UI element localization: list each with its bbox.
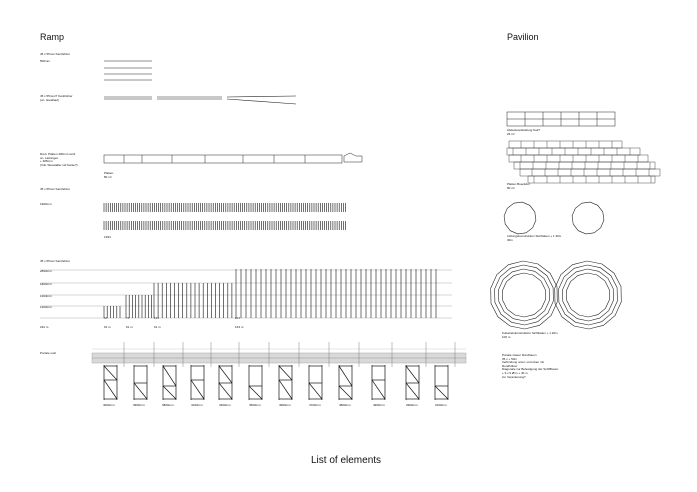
sec1-sublabel: 500mm: [40, 59, 51, 63]
slab-row: [509, 155, 648, 162]
sec6-portals: [104, 342, 455, 400]
ring-small-a: [504, 202, 536, 234]
portal-frame: [279, 342, 299, 400]
sec4-caption: 1394: [104, 235, 111, 239]
pavilion-slabs: [507, 141, 660, 183]
portal-size-8: 4800mm: [339, 403, 351, 407]
sec5-count-3: 61 m: [154, 325, 161, 329]
portal-size-11: 3100mm: [435, 403, 447, 407]
slab-row: [507, 148, 640, 155]
ring-large: [563, 269, 614, 321]
pavilion-slab-caption: Platten Boeckdor 80 m²: [507, 182, 530, 190]
sec5-group-1: 74: [126, 316, 130, 320]
ring-large: [495, 265, 554, 325]
sec5-count-0: 232 m: [40, 325, 49, 329]
portal-frame: [191, 342, 211, 400]
portal-size-5: 4500mm: [249, 403, 261, 407]
portal-frame: [163, 342, 183, 400]
slab-row: [520, 169, 660, 176]
sec4-label: 45 x 55mm Kanthölzer: [40, 187, 71, 191]
ring-large: [559, 265, 618, 325]
slab-row: [514, 162, 655, 169]
sec5-group-0: 64: [104, 316, 108, 320]
sec5-count-2: 61 m: [126, 325, 133, 329]
portal-size-1: 3900mm: [133, 403, 145, 407]
sec5-level-2: 1300mm: [40, 294, 52, 298]
portal-frame: [339, 342, 359, 400]
portal-frame: [134, 342, 154, 400]
portal-frame: [406, 342, 426, 400]
pavilion-ring2-caption: Kubatreinkonstruktion Sichtlatten + 1 20m 100 m: [502, 331, 558, 339]
pavilion-rings: [491, 202, 622, 329]
sec5-level-1: 1800mm: [40, 282, 52, 286]
sec5-count-4: 163 m: [235, 325, 244, 329]
sec3-label: Dreh. Platten 400mm ramf un. Lattungen + 305mm (Vdo Tausstaller nid Kante?): [40, 152, 78, 167]
sec5-level-3: 1300mm: [40, 305, 52, 309]
sec4-battens: [104, 203, 346, 230]
slab-row: [509, 141, 622, 148]
pavilion-ring1-caption: Lüftungskonstruktion Sichtlatten + 1 30m 30m: [507, 234, 562, 242]
sec6-band: [92, 349, 466, 363]
ramp-heading: Ramp: [40, 32, 65, 42]
sec3-deck-panels: [104, 153, 362, 163]
sec5-posts: [104, 269, 436, 318]
sec1-planks: [104, 61, 152, 80]
sec5-label: 45 x 55mm Kanthölzer: [40, 259, 71, 263]
portal-frame: [249, 342, 269, 400]
portal-size-0: 4000mm: [103, 403, 115, 407]
sec1-label: 45 x 55mm Kanthölzer: [40, 52, 71, 56]
portal-size-3: 4100mm: [191, 403, 203, 407]
portal-size-10: 2900mm: [406, 403, 418, 407]
portal-frame: [219, 342, 239, 400]
sec6-label: Portale oval: [40, 351, 56, 355]
sec5-count-1: 61 m: [104, 325, 111, 329]
pavilion-grid-caption: Abdeckverkleidung Kati? 26 m²: [507, 128, 541, 136]
portal-frame: [104, 342, 124, 400]
pavilion-portal-note: Portale zweier Rondhaum 35 x + 50m Verbindung unter- und oben mit Rundhölzer Diagonale zur Befestigung der Schiffbaren + 9 x 9 Ø/m + 40 m zur Verankerung?: [502, 353, 559, 379]
ring-large: [491, 261, 558, 329]
portal-size-2: 3800mm: [162, 403, 174, 407]
portal-frame: [435, 342, 455, 400]
sec2-handrails: [104, 96, 296, 104]
ring-large: [499, 269, 550, 321]
portal-size-7: 4700mm: [309, 403, 321, 407]
sec3-caption: Platten 80 m²: [104, 171, 114, 179]
sec5-group-2: 134: [154, 316, 160, 320]
sec4-sublabel: 1900mm: [40, 202, 52, 206]
sec2-label: 45 x 55mm/7 Kanthölzer (on. Handlauf): [40, 94, 73, 102]
sec5-level-0: 2800mm: [40, 269, 52, 273]
ring-small-b: [572, 202, 604, 234]
portal-size-6: 4900mm: [279, 403, 291, 407]
pavilion-grid: [507, 112, 615, 126]
footer-title: List of elements: [311, 455, 382, 466]
portal-size-9: 4900mm: [373, 403, 385, 407]
portal-size-4: 4400mm: [219, 403, 231, 407]
ring-large: [502, 273, 545, 317]
sec5-group-3: 204: [235, 316, 241, 320]
portal-frame: [309, 342, 329, 400]
ring-large: [566, 273, 609, 317]
pavilion-heading: Pavilion: [507, 32, 539, 42]
ring-large: [555, 261, 622, 329]
portal-frame: [372, 342, 392, 400]
